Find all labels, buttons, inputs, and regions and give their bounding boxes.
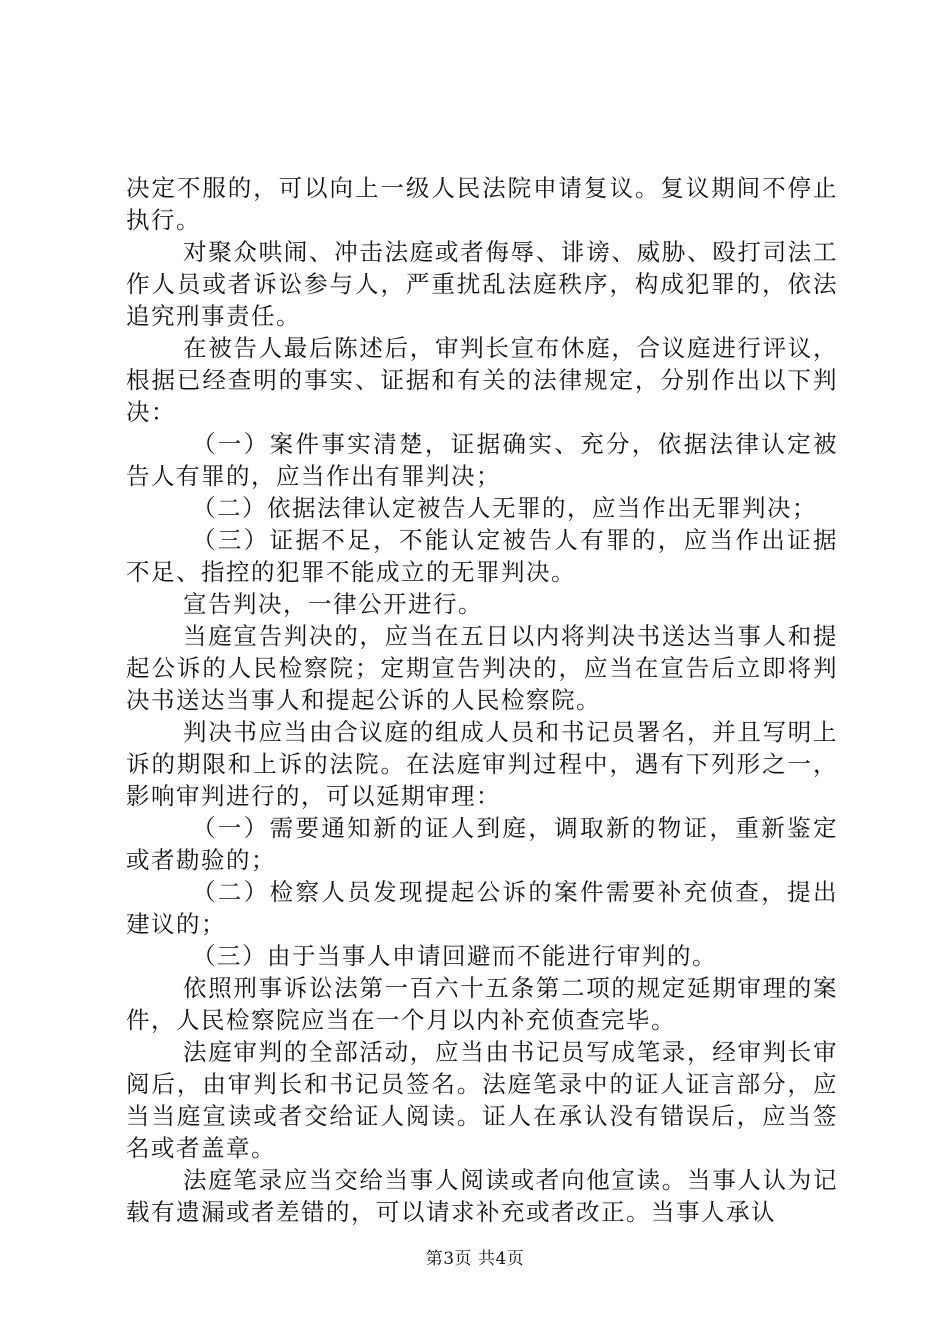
list-item: （二）检察人员发现提起公诉的案件需要补充侦查，提出建议的； [126, 878, 838, 938]
list-item: （二）依据法律认定被告人无罪的，应当作出无罪判决； [192, 494, 817, 522]
paragraph: 依照刑事诉讼法第一百六十五条第二项的规定延期审理的案件，人民检察院应当在一个月以内补充侦查完毕。 [126, 974, 838, 1034]
list-item: （三）由于当事人申请回避而不能进行审判的。 [192, 942, 717, 970]
paragraph: 当庭宣告判决的，应当在五日以内将判决书送达当事人和提起公诉的人民检察院；定期宣告判决的，应当在宣告后立即将判决书送达当事人和提起公诉的人民检察院。 [126, 622, 838, 714]
paragraph: 在被告人最后陈述后，审判长宣布休庭，合议庭进行评议，根据已经查明的事实、证据和有关的法律规定，分别作出以下判决： [126, 334, 838, 426]
document-body [126, 172, 838, 1228]
list-item: （一）需要通知新的证人到庭，调取新的物证，重新鉴定或者勘验的； [126, 814, 838, 874]
paragraph: 法庭笔录应当交给当事人阅读或者向他宣读。当事人认为记载有遗漏或者差错的，可以请求补充或者改正。当事人承认 [126, 1166, 838, 1226]
paragraph: 决定不服的，可以向上一级人民法院申请复议。复议期间不停止执行。 [126, 174, 838, 234]
paragraph: 判决书应当由合议庭的组成人员和书记员署名，并且写明上诉的期限和上诉的法院。在法庭审判过程中，遇有下列形之一，影响审判进行的，可以延期审理： [126, 718, 838, 810]
page-footer: 第3页 共4页 [425, 1249, 525, 1269]
list-item: （一）案件事实清楚，证据确实、充分，依据法律认定被告人有罪的，应当作出有罪判决； [126, 430, 838, 490]
paragraph: 法庭审判的全部活动，应当由书记员写成笔录，经审判长审阅后，由审判长和书记员签名。法庭笔录中的证人证言部分，应当当庭宣读或者交给证人阅读。证人在承认没有错误后，应当签名或者盖章。 [126, 1038, 838, 1162]
paragraph: 宣告判决，一律公开进行。 [183, 590, 483, 618]
paragraph: 对聚众哄闹、冲击法庭或者侮辱、诽谤、威胁、殴打司法工作人员或者诉讼参与人，严重扰乱法庭秩序，构成犯罪的，依法追究刑事责任。 [126, 238, 838, 330]
list-item: （三）证据不足，不能认定被告人有罪的，应当作出证据不足、指控的犯罪不能成立的无罪判决。 [126, 526, 838, 586]
